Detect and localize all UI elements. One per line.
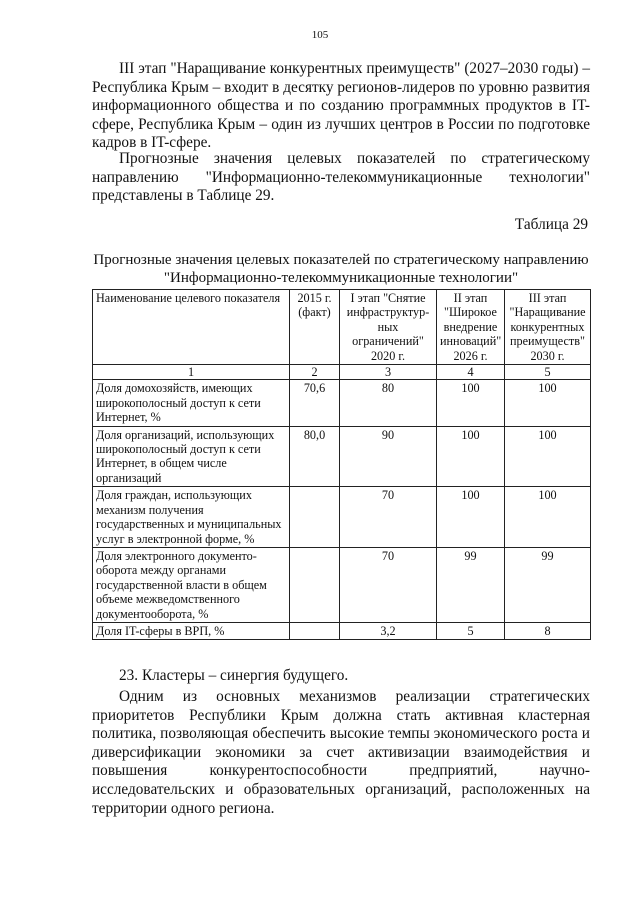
indicator-name: Доля IT-сферы в ВРП, % bbox=[93, 622, 290, 639]
value-2030: 100 bbox=[505, 426, 591, 487]
value-2020: 90 bbox=[340, 426, 437, 487]
column-header-stage-1: I этап "Снятие инфраструктур-ных ограничений" 2020 г. bbox=[340, 290, 437, 365]
paragraph-forecast-intro: Прогнозные значения целевых показателей по стратегическому направлению "Информационно-телекоммуникационные технологии" представлены в Таблице 29. bbox=[92, 150, 590, 205]
indicator-name: Доля организаций, использующих широкополосный доступ к сети Интернет, в общем числе организаций bbox=[93, 426, 290, 487]
value-2030: 99 bbox=[505, 547, 591, 622]
indicator-name: Доля домохозяйств, имеющих широкополосный доступ к сети Интернет, % bbox=[93, 380, 290, 426]
page-number: 105 bbox=[311, 29, 329, 41]
value-2020: 70 bbox=[340, 547, 437, 622]
table-row bbox=[93, 547, 591, 622]
section-heading: 23. Кластеры – синергия будущего. bbox=[119, 667, 349, 684]
value-2026: 99 bbox=[437, 547, 505, 622]
value-2020: 70 bbox=[340, 487, 437, 548]
table-caption bbox=[92, 251, 590, 287]
column-header-stage-2: II этап "Широкое внедрение инноваций" 2026 г. bbox=[437, 290, 505, 365]
value-2015 bbox=[290, 547, 340, 622]
value-2030: 100 bbox=[505, 487, 591, 548]
value-2030: 8 bbox=[505, 622, 591, 639]
indicators-table bbox=[92, 289, 591, 640]
column-header-stage-3: III этап "Наращивание конкурентных преимуществ" 2030 г. bbox=[505, 290, 591, 365]
column-header-indicator: Наименование целевого показателя bbox=[93, 290, 290, 365]
value-2015 bbox=[290, 487, 340, 548]
table-label: Таблица 29 bbox=[514, 216, 588, 233]
column-index: 1 bbox=[93, 365, 290, 380]
table-caption-line1: Прогнозные значения целевых показателей по стратегическому направлению bbox=[93, 252, 589, 268]
table-row bbox=[93, 622, 591, 639]
column-header-2015: 2015 г. (факт) bbox=[290, 290, 340, 365]
value-2015: 80,0 bbox=[290, 426, 340, 487]
value-2015: 70,6 bbox=[290, 380, 340, 426]
column-index: 3 bbox=[340, 365, 437, 380]
column-index: 4 bbox=[437, 365, 505, 380]
indicator-name: Доля граждан, использующих механизм получения государственных и муниципальных услуг в электронной форме, % bbox=[93, 487, 290, 548]
value-2030: 100 bbox=[505, 380, 591, 426]
value-2026: 5 bbox=[437, 622, 505, 639]
table-row bbox=[93, 426, 591, 487]
paragraph-clusters: Одним из основных механизмов реализации стратегических приоритетов Республики Крым должна стать активная кластерная политика, позволяющая обеспечить высокие темпы экономического роста и диверсификации экономики за счет активизации взаимодействия и повышения конкурентоспособности предприятий, научно-исследовательских и образовательных организаций, расположенных на территории одного региона. bbox=[92, 688, 590, 817]
table-header-row bbox=[93, 290, 591, 365]
value-2026: 100 bbox=[437, 487, 505, 548]
table-row bbox=[93, 487, 591, 548]
value-2026: 100 bbox=[437, 426, 505, 487]
value-2015 bbox=[290, 622, 340, 639]
paragraph-stage-three: III этап "Наращивание конкурентных преимуществ" (2027–2030 годы) – Республика Крым – входит в десятку регионов-лидеров по уровню развития информационного общества и по созданию программных продуктов в IT-сфере, Республика Крым – один из лучших центров в России по подготовке кадров в IT-сфере. bbox=[92, 60, 590, 152]
column-index: 2 bbox=[290, 365, 340, 380]
column-index: 5 bbox=[505, 365, 591, 380]
table-caption-line2: "Информационно-телекоммуникационные технологии" bbox=[163, 270, 519, 286]
column-index-row bbox=[93, 365, 591, 380]
indicator-name: Доля электронного документо-оборота между органами государственной власти в общем объеме межведомственного документооборота, % bbox=[93, 547, 290, 622]
value-2020: 3,2 bbox=[340, 622, 437, 639]
value-2026: 100 bbox=[437, 380, 505, 426]
value-2020: 80 bbox=[340, 380, 437, 426]
table-row bbox=[93, 380, 591, 426]
